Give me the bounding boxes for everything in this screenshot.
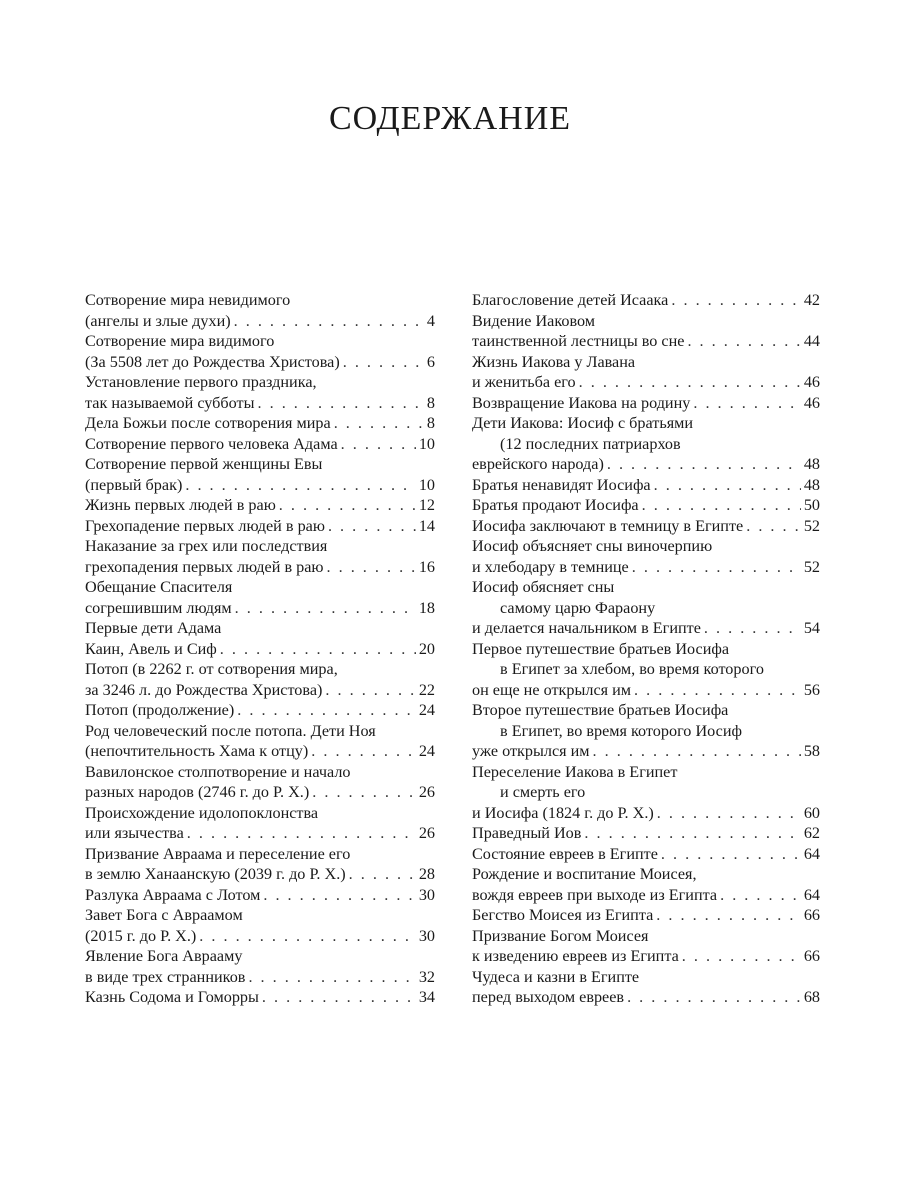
toc-entry-final-line <box>472 290 820 311</box>
toc-entry-text: Род человеческий после потопа. Дети Ноя <box>85 721 376 740</box>
toc-entry-text: в Египет за хлебом, во время которого <box>500 660 764 678</box>
toc-entry-final-line <box>472 475 820 496</box>
toc-entry-line <box>85 454 435 475</box>
toc-entry-final-line <box>85 885 435 906</box>
toc-entry <box>85 987 435 1008</box>
toc-entry-final-line <box>85 311 435 332</box>
toc-entry-final-line <box>85 598 435 619</box>
toc-entry <box>472 536 820 577</box>
toc-entry-text: Сотворение первой женщины Евы <box>85 455 323 473</box>
toc-entry-final-line <box>85 516 435 537</box>
dot-leader <box>263 885 415 906</box>
toc-entry-final-line <box>472 516 820 537</box>
toc-entry-line <box>85 946 435 967</box>
toc-entry-line <box>472 782 820 803</box>
page-title: СОДЕРЖАНИЕ <box>328 100 572 137</box>
toc-entry-text: он еще не открылся им <box>472 680 632 699</box>
toc-entry-text: Завет Бога с Авраамом <box>85 906 243 924</box>
toc-entry-text: вождя евреев при выходе из Египта <box>472 885 718 904</box>
toc-entry-line <box>472 352 820 373</box>
toc-entry-text: самому царю Фараону <box>500 598 656 617</box>
toc-entry-text: к изведению евреев из Египта <box>472 947 679 965</box>
dot-leader <box>661 844 801 865</box>
toc-entry <box>472 905 820 926</box>
toc-entry-final-line <box>472 618 820 639</box>
toc-entry-final-line <box>85 639 435 660</box>
toc-page-number: 24 <box>418 742 435 760</box>
toc-entry-line <box>472 967 820 988</box>
toc-entry-line <box>85 290 435 311</box>
toc-page-number: 30 <box>418 926 435 945</box>
toc-entry-text: Праведный Иов <box>472 824 582 842</box>
toc-entry <box>85 659 435 700</box>
toc-entry-final-line <box>472 803 820 824</box>
toc-entry-final-line <box>472 946 820 967</box>
toc-entry-text: Второе путешествие братьев Иосифа <box>472 701 729 719</box>
toc-entry-line <box>472 311 820 332</box>
toc-entry-text: Жизнь Иакова у Лавана <box>472 352 636 371</box>
toc-page-number: 26 <box>418 824 435 842</box>
toc-entry-line <box>472 639 820 660</box>
toc-entry-text: грехопадения первых людей в раю <box>85 557 324 576</box>
toc-entry-text: таинственной лестницы во сне <box>472 332 685 350</box>
toc-entry-final-line <box>472 905 820 926</box>
toc-entry-final-line <box>472 885 820 906</box>
toc-entry <box>85 495 435 516</box>
toc-entry-text: Сотворение мира невидимого <box>85 291 291 309</box>
toc-entry <box>472 311 820 352</box>
toc-entry <box>472 495 820 516</box>
dot-leader <box>704 618 801 639</box>
toc-page-number: 6 <box>426 352 435 371</box>
toc-page-number: 8 <box>426 414 435 432</box>
toc-page-number: 52 <box>803 516 820 535</box>
toc-entry-text: Переселение Иакова в Египет <box>472 762 678 781</box>
dot-leader <box>185 475 415 496</box>
dot-leader <box>607 454 801 475</box>
dot-leader <box>746 516 801 537</box>
dot-leader <box>627 987 801 1008</box>
toc-entry-line <box>85 762 435 783</box>
dot-leader <box>248 967 415 988</box>
toc-page-number: 54 <box>803 619 820 637</box>
toc-entry-text: Обещание Спасителя <box>85 578 233 596</box>
toc-entry-text: Братья продают Иосифа <box>472 496 639 514</box>
toc-entry-line <box>85 721 435 742</box>
toc-entry-text: Благословение детей Исаака <box>472 291 669 309</box>
toc-page-number: 34 <box>418 988 435 1006</box>
toc-entry-final-line <box>472 987 820 1008</box>
toc-entry-text: Казнь Содома и Гоморры <box>85 988 259 1006</box>
toc-entry-final-line <box>85 557 435 578</box>
toc-page-number: 30 <box>418 885 435 904</box>
dot-leader <box>343 352 424 373</box>
toc-entry-final-line <box>472 823 820 844</box>
toc-entry-final-line <box>85 823 435 844</box>
toc-entry-text: Потоп (продолжение) <box>85 701 235 719</box>
toc-entry-line <box>85 577 435 598</box>
toc-entry-final-line <box>85 987 435 1008</box>
dot-leader <box>328 516 416 537</box>
toc-entry-final-line <box>472 495 820 516</box>
toc-entry <box>472 926 820 967</box>
toc-entry-line <box>85 331 435 352</box>
toc-entry-text: Дети Иакова: Иосиф с братьями <box>472 414 694 432</box>
toc-page-number: 48 <box>803 455 820 473</box>
toc-page-number: 58 <box>803 742 820 760</box>
toc-page-number: 44 <box>803 332 820 350</box>
toc-entry <box>472 844 820 865</box>
toc-page-number: 48 <box>803 475 820 494</box>
toc-entry-text: или язычества <box>85 824 184 842</box>
toc-entry-text: (первый брак) <box>85 475 183 494</box>
toc-entry-final-line <box>472 454 820 475</box>
toc-entry-text: (непочтительность Хама к отцу) <box>85 742 309 760</box>
toc-entry <box>85 905 435 946</box>
toc-entry <box>85 434 435 455</box>
toc-page-number: 26 <box>418 783 435 801</box>
toc-entry-text: уже открылся им <box>472 742 590 760</box>
toc-entry-text: Жизнь первых людей в раю <box>85 496 276 514</box>
dot-leader <box>334 413 424 434</box>
dot-leader <box>220 639 416 660</box>
toc-entry-text: и женитьба его <box>472 373 576 391</box>
toc-entry-text: еврейского народа) <box>472 455 604 473</box>
toc-entry <box>472 516 820 537</box>
toc-entry-line <box>472 598 820 619</box>
toc-entry-text: Явление Бога Аврааму <box>85 947 243 965</box>
toc-entry-final-line <box>472 331 820 352</box>
toc-entry-text: Состояние евреев в Египте <box>472 844 658 863</box>
toc-entry-text: Иосифа заключают в темницу в Египте <box>472 516 744 535</box>
toc-entry-text: разных народов (2746 г. до Р. Х.) <box>85 783 310 801</box>
toc-page-number: 32 <box>418 967 435 986</box>
toc-entry-final-line <box>85 926 435 947</box>
toc-entry-line <box>85 905 435 926</box>
toc-entry <box>472 475 820 496</box>
toc-entry-line <box>85 372 435 393</box>
dot-leader <box>237 700 416 721</box>
toc-entry-final-line <box>472 372 820 393</box>
toc-entry-final-line <box>85 700 435 721</box>
dot-leader <box>654 475 801 496</box>
toc-entry-text: Братья ненавидят Иосифа <box>472 475 651 494</box>
toc-entry <box>85 454 435 495</box>
toc-entry-line <box>472 721 820 742</box>
dot-leader <box>325 680 415 701</box>
toc-entry-text: Возвращение Иакова на родину <box>472 393 691 412</box>
toc-page-number: 24 <box>418 701 435 719</box>
toc-entry-text: (2015 г. до Р. Х.) <box>85 926 197 945</box>
toc-entry-text: Бегство Моисея из Египта <box>472 906 654 924</box>
dot-leader <box>693 393 800 414</box>
toc-entry-text: за 3246 л. до Рождества Христова) <box>85 680 323 699</box>
toc-page-number: 42 <box>803 291 820 309</box>
toc-entry-final-line <box>85 864 435 885</box>
toc-entry <box>472 762 820 824</box>
dot-leader <box>632 557 801 578</box>
toc-entry-line <box>472 659 820 680</box>
toc-page-number: 64 <box>803 844 820 863</box>
toc-entry <box>85 413 435 434</box>
toc-entry <box>85 372 435 413</box>
toc-entry-line <box>472 762 820 783</box>
toc-page-number: 50 <box>803 496 820 514</box>
toc-entry-final-line <box>472 557 820 578</box>
toc-entry <box>85 331 435 372</box>
toc-entry <box>472 413 820 475</box>
toc-entry-line <box>472 577 820 598</box>
toc-entry <box>85 290 435 331</box>
toc-entry-text: Видение Иаковом <box>472 311 596 330</box>
toc-entry-line <box>85 803 435 824</box>
toc-left-column <box>85 290 435 1008</box>
toc-entry-text: Чудеса и казни в Египте <box>472 967 640 986</box>
toc-entry-text: Установление первого праздника, <box>85 373 317 391</box>
toc-entry-text: Потоп (в 2262 г. от сотворения мира, <box>85 660 338 678</box>
toc-page-number: 4 <box>426 311 435 330</box>
toc-entry-text: Призвание Богом Моисея <box>472 926 649 945</box>
toc-entry-text: перед выходом евреев <box>472 988 625 1006</box>
toc-entry <box>472 967 820 1008</box>
dot-leader <box>199 926 416 947</box>
toc-entry-line <box>85 618 435 639</box>
toc-entry <box>472 639 820 701</box>
toc-page-number: 10 <box>418 475 435 494</box>
toc-entry <box>85 885 435 906</box>
dot-leader <box>687 331 800 352</box>
toc-entry-line <box>472 536 820 557</box>
dot-leader <box>341 434 416 455</box>
toc-page-number: 18 <box>418 598 435 617</box>
toc-entry <box>472 864 820 905</box>
toc-entry <box>472 352 820 393</box>
toc-entry-text: Первые дети Адама <box>85 619 222 637</box>
toc-page-number: 16 <box>418 557 435 576</box>
toc-page-number: 64 <box>803 885 820 904</box>
toc-entry-line <box>85 536 435 557</box>
toc-entry-final-line <box>85 393 435 414</box>
dot-leader <box>327 557 416 578</box>
toc-entry-line <box>472 413 820 434</box>
toc-entry-text: Иосиф объясняет сны виночерпию <box>472 537 713 555</box>
toc-page-number: 12 <box>418 496 435 514</box>
toc-entry-final-line <box>472 393 820 414</box>
toc-entry-line <box>85 844 435 865</box>
toc-page-number: 62 <box>803 824 820 842</box>
dot-leader <box>642 495 801 516</box>
toc-entry-text: Каин, Авель и Сиф <box>85 639 217 658</box>
toc-entry <box>85 577 435 618</box>
toc-entry-final-line <box>85 434 435 455</box>
toc-entry <box>472 290 820 311</box>
dot-leader <box>311 741 416 762</box>
dot-leader <box>258 393 424 414</box>
toc-page-number: 60 <box>803 803 820 822</box>
toc-entry-text: Призвание Авраама и переселение его <box>85 844 351 863</box>
toc-page-number: 14 <box>418 516 435 535</box>
toc-entry-line <box>472 926 820 947</box>
toc-entry-text: (ангелы и злые духи) <box>85 311 231 330</box>
toc-entry-final-line <box>85 352 435 373</box>
dot-leader <box>262 987 416 1008</box>
toc-entry-text: Первое путешествие братьев Иосифа <box>472 639 730 658</box>
toc-entry-text: (За 5508 лет до Рождества Христова) <box>85 352 340 371</box>
toc-page-number: 56 <box>803 680 820 699</box>
toc-entry <box>85 762 435 803</box>
toc-entry-line <box>85 659 435 680</box>
toc-entry <box>472 577 820 639</box>
toc-entry <box>85 844 435 885</box>
toc-entry-final-line <box>85 782 435 803</box>
dot-leader <box>187 823 416 844</box>
dot-leader <box>656 905 801 926</box>
dot-leader <box>312 782 416 803</box>
dot-leader <box>671 290 800 311</box>
toc-page-number: 52 <box>803 557 820 576</box>
toc-entry-final-line <box>85 413 435 434</box>
toc-page-number: 66 <box>803 906 820 924</box>
toc-entry-text: Дела Божьи после сотворения мира <box>85 414 331 432</box>
dot-leader <box>349 864 416 885</box>
toc-entry-text: и делается начальником в Египте <box>472 619 701 637</box>
toc-entry-text: Иосиф обясняет сны <box>472 578 615 596</box>
toc-entry <box>85 803 435 844</box>
toc-entry-text: согрешившим людям <box>85 598 232 617</box>
toc-entry <box>85 536 435 577</box>
toc-entry-text: Сотворение мира видимого <box>85 332 275 350</box>
toc-entry-line <box>472 864 820 885</box>
toc-page-number: 20 <box>418 639 435 658</box>
toc-entry-line <box>472 434 820 455</box>
toc-page-number: 22 <box>418 680 435 699</box>
toc-entry <box>85 946 435 987</box>
toc-entry-final-line <box>85 967 435 988</box>
toc-entry-text: Происхождение идолопоклонства <box>85 803 319 822</box>
dot-leader <box>279 495 416 516</box>
toc-entry-text: в землю Ханаанскую (2039 г. до Р. Х.) <box>85 865 346 883</box>
toc-entry-text: Разлука Авраама с Лотом <box>85 885 261 904</box>
toc-entry-final-line <box>85 475 435 496</box>
toc-entry-line <box>472 700 820 721</box>
toc-entry-text: и хлебодару в темнице <box>472 557 629 576</box>
toc-entry-text: Вавилонское столпотворение и начало <box>85 762 351 781</box>
toc-entry <box>472 393 820 414</box>
toc-entry <box>85 700 435 721</box>
dot-leader <box>584 823 800 844</box>
toc-entry-text: Рождение и воспитание Моисея, <box>472 865 697 883</box>
dot-leader <box>579 372 801 393</box>
toc-entry-text: так называемой субботы <box>85 393 255 412</box>
toc-entry-final-line <box>472 741 820 762</box>
toc-entry <box>85 721 435 762</box>
toc-page-number: 66 <box>803 947 820 965</box>
toc-entry <box>472 700 820 762</box>
dot-leader <box>634 680 801 701</box>
toc-entry-text: и Иосифа (1824 г. до Р. Х.) <box>472 803 654 822</box>
toc-entry-final-line <box>472 844 820 865</box>
toc-entry-text: в виде трех странников <box>85 967 246 986</box>
toc-page-number: 68 <box>803 988 820 1006</box>
toc-entry-text: Грехопадение первых людей в раю <box>85 516 325 535</box>
toc-right-column <box>472 290 820 1008</box>
dot-leader <box>657 803 801 824</box>
dot-leader <box>720 885 801 906</box>
toc-entry-final-line <box>85 680 435 701</box>
toc-entry <box>85 516 435 537</box>
toc-entry <box>85 618 435 659</box>
toc-entry <box>472 823 820 844</box>
toc-entry-text: и смерть его <box>500 783 586 801</box>
toc-page-number: 8 <box>426 393 435 412</box>
toc-page-number: 46 <box>803 373 820 391</box>
toc-page-number: 10 <box>418 434 435 453</box>
toc-entry-text: (12 последних патриархов <box>500 434 681 453</box>
toc-entry-text: Наказание за грех или последствия <box>85 537 328 555</box>
dot-leader <box>235 598 416 619</box>
toc-entry-text: в Египет, во время которого Иосиф <box>500 721 742 740</box>
toc-entry-text: Сотворение первого человека Адама <box>85 434 338 453</box>
toc-page-number: 28 <box>418 865 435 883</box>
toc-entry-final-line <box>85 741 435 762</box>
dot-leader <box>234 311 424 332</box>
toc-entry-final-line <box>472 680 820 701</box>
dot-leader <box>682 946 801 967</box>
toc-page-number: 46 <box>803 393 820 412</box>
toc-entry-final-line <box>85 495 435 516</box>
dot-leader <box>593 741 801 762</box>
